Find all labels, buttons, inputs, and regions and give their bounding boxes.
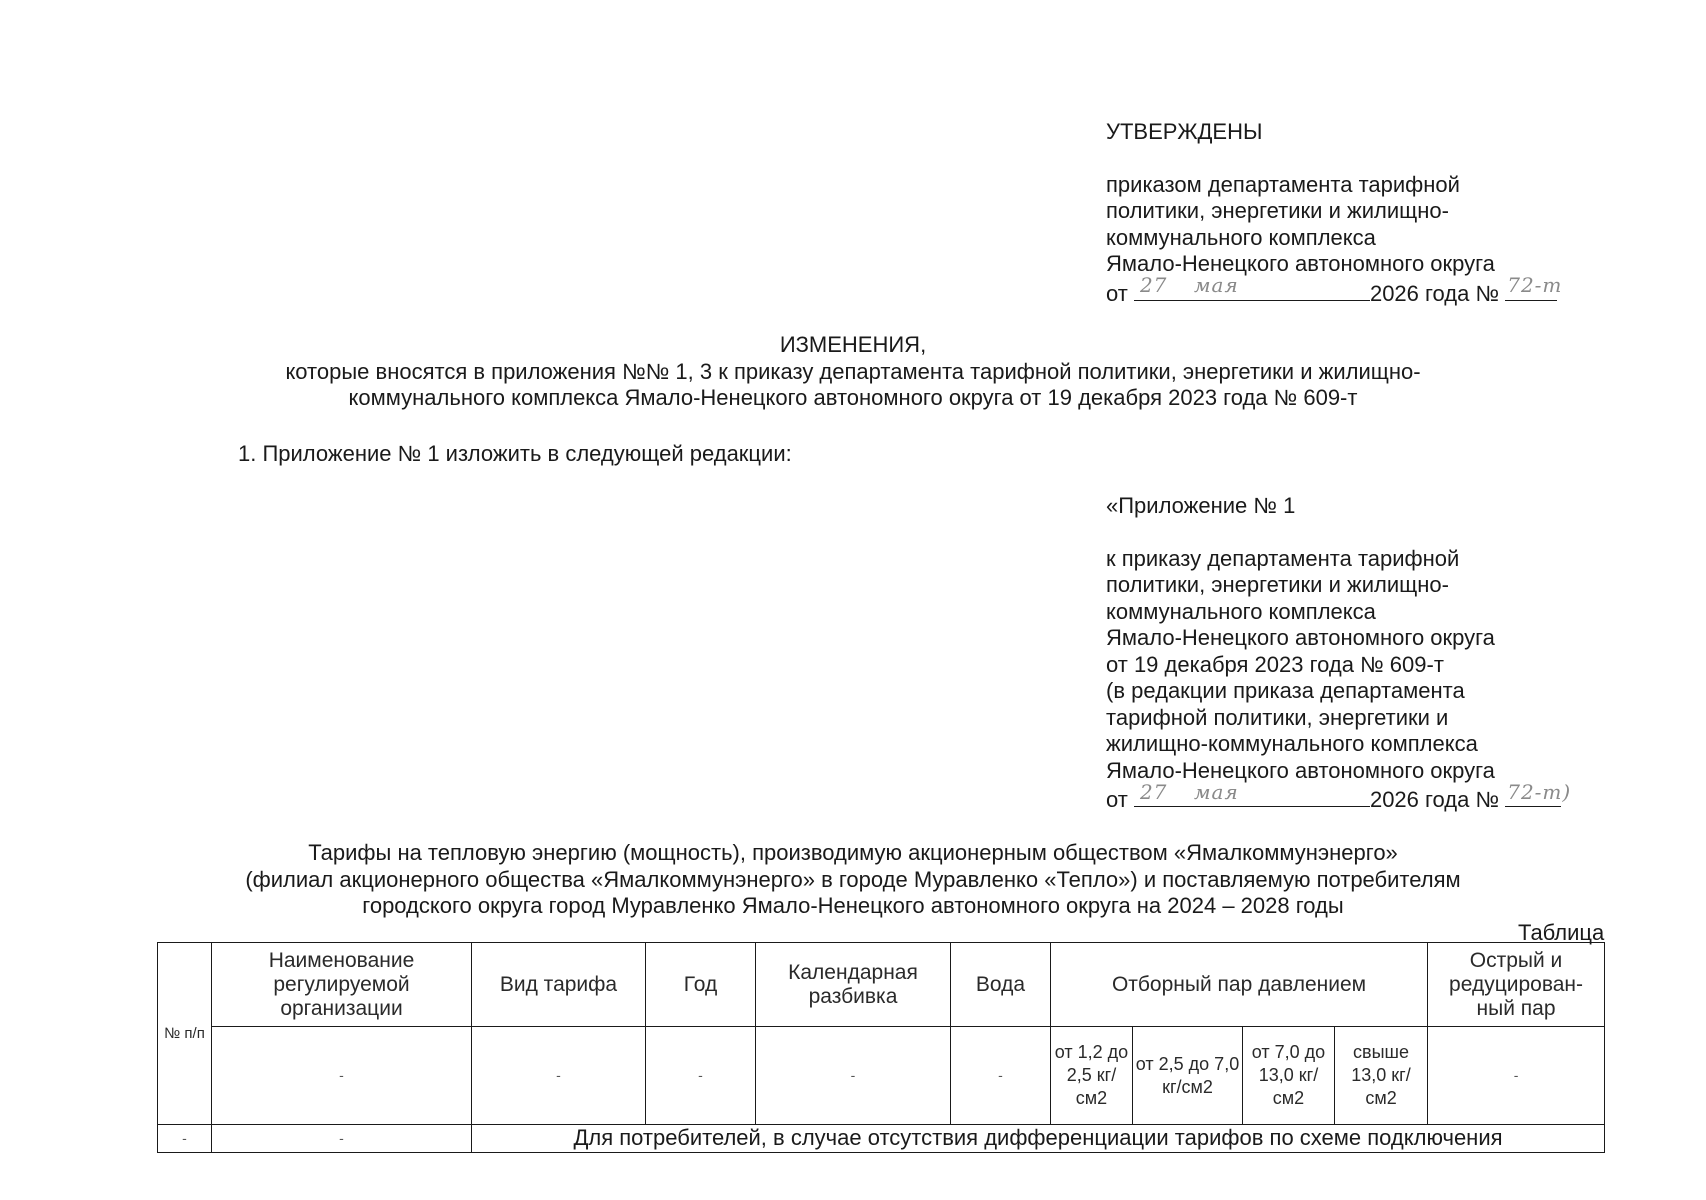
- approval-line: политики, энергетики и жилищно-: [1106, 198, 1449, 223]
- handwritten-number: 72-т: [1507, 273, 1563, 297]
- appendix-line: Ямало-Ненецкого автономного округа: [1106, 757, 1495, 783]
- date-fill: [1134, 779, 1370, 807]
- appendix-line: к приказу департамента тарифной: [1106, 545, 1460, 571]
- col-tariff-type-header: Вид тарифа: [472, 943, 646, 1027]
- approval-block: [1106, 119, 1563, 307]
- row-note-cell: Для потребителей, в случае отсутствия дифференциации тарифов по схеме подключения: [472, 1125, 1605, 1153]
- appendix-line: (в редакции приказа департамента: [1106, 678, 1465, 703]
- changes-title: ИЗМЕНЕНИЯ,: [779, 332, 927, 357]
- dash-cell: -: [756, 1027, 951, 1125]
- appendix-line: жилищно-коммунального комплекса: [1106, 731, 1478, 756]
- date-fill: [1134, 273, 1370, 301]
- approval-heading: УТВЕРЖДЕНЫ: [1106, 119, 1263, 144]
- col-steam-selected-header: Отборный пар давлением: [1051, 943, 1428, 1027]
- changes-subtitle-2: коммунального комплекса Ямало-Ненецкого автономного округа от 19 декабря 2023 года № 609-т: [348, 385, 1358, 410]
- number-fill: [1505, 273, 1563, 301]
- steam-sub-3: от 7,0 до 13,0 кг/см2: [1243, 1027, 1335, 1125]
- tariff-title-block: [100, 840, 1606, 920]
- changes-title-block: [100, 332, 1606, 412]
- tariff-title-2: (филиал акционерного общества «Ямалкоммунэнерго» в городе Муравленко «Тепло») и поставляемую потребителям: [245, 866, 1461, 892]
- appendix-line: тарифной политики, энергетики и: [1106, 704, 1449, 730]
- handwritten-day: 27: [1139, 273, 1168, 297]
- dash-cell: -: [472, 1027, 646, 1125]
- date-year: 2026 года №: [1369, 280, 1500, 306]
- steam-sub-4: свыше 13,0 кг/см2: [1335, 1027, 1428, 1125]
- approval-line: Ямало-Ненецкого автономного округа: [1106, 251, 1495, 276]
- col-water-header: Вода: [951, 943, 1051, 1027]
- col-num-header: № п/п: [158, 943, 212, 1125]
- col-calendar-header: Календарная разбивка: [756, 943, 951, 1027]
- steam-sub-1: от 1,2 до 2,5 кг/см2: [1051, 1027, 1133, 1125]
- table-header-row: [158, 943, 1605, 1027]
- appendix-block: [1106, 493, 1572, 814]
- handwritten-month: мая: [1193, 779, 1239, 804]
- col-year-header: Год: [646, 943, 756, 1027]
- approval-date-line: [1106, 273, 1563, 308]
- row-org-cell: -: [212, 1125, 472, 1153]
- table-subheader-row: [158, 1027, 1605, 1125]
- item-1: 1. Приложение № 1 изложить в следующей редакции:: [238, 441, 792, 466]
- appendix-heading: «Приложение № 1: [1106, 493, 1296, 518]
- dash-cell: -: [212, 1027, 472, 1125]
- tariff-title-1: Тарифы на тепловую энергию (мощность), производимую акционерным обществом «Ямалкоммунэнерго»: [308, 840, 1398, 865]
- row-num-cell: -: [158, 1125, 212, 1153]
- dash-cell: -: [1428, 1027, 1605, 1125]
- appendix-line: коммунального комплекса: [1106, 598, 1376, 624]
- steam-sub-2: от 2,5 до 7,0 кг/см2: [1133, 1027, 1243, 1125]
- col-org-header: Наименование регулируемой организации: [212, 943, 472, 1027]
- dash-cell: -: [951, 1027, 1051, 1125]
- tariff-title-3: городского округа город Муравленко Ямало-Ненецкого автономного округа на 2024 – 2028 годы: [362, 893, 1344, 918]
- date-prefix: от: [1106, 280, 1128, 306]
- handwritten-number: 72-т): [1507, 779, 1572, 804]
- handwritten-day: 27: [1139, 779, 1168, 804]
- appendix-line: Ямало-Ненецкого автономного округа: [1106, 625, 1495, 650]
- table-label: Таблица: [1518, 920, 1605, 945]
- appendix-line: от 19 декабря 2023 года № 609-т: [1106, 651, 1444, 677]
- date-year: 2026 года №: [1369, 787, 1500, 812]
- col-steam-sharp-header: Острый и редуцирован-ный пар: [1428, 943, 1605, 1027]
- number-fill: [1505, 779, 1572, 807]
- appendix-line: политики, энергетики и жилищно-: [1106, 572, 1449, 597]
- table-row: [158, 1125, 1605, 1153]
- dash-cell: -: [646, 1027, 756, 1125]
- tariff-table: [157, 942, 1605, 1153]
- changes-subtitle-1: которые вносятся в приложения №№ 1, 3 к приказу департамента тарифной политики, энергетики и жилищно-: [285, 358, 1421, 384]
- approval-line: коммунального комплекса: [1106, 224, 1376, 250]
- date-prefix: от: [1106, 787, 1128, 812]
- appendix-date-line: [1106, 779, 1572, 814]
- handwritten-month: мая: [1193, 273, 1239, 297]
- approval-line: приказом департамента тарифной: [1106, 171, 1460, 197]
